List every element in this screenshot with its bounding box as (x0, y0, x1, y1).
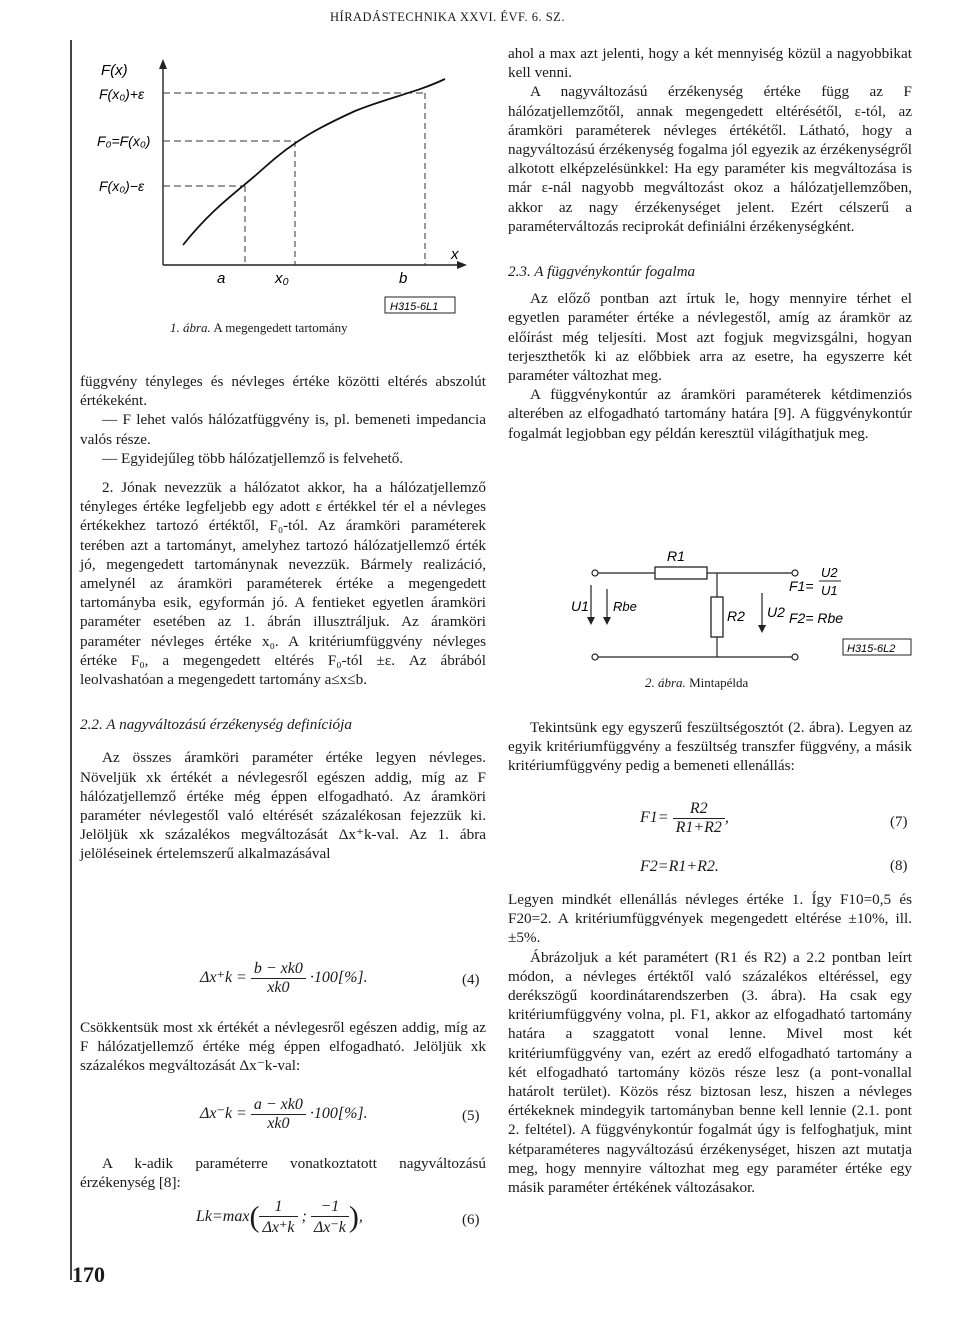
left-bullet-2: — Egyidejűleg több hálózatjellemző is felvehető. (102, 449, 404, 467)
right-col-lower (508, 890, 912, 1197)
label-f1-num: U2 (821, 565, 838, 580)
x-label-x: x (451, 246, 459, 263)
output-terminal-bottom (792, 654, 798, 660)
right-p3: Az előző pontban azt írtuk le, hogy mennyire térhet el egyetlen paraméter értéke a névlegestől, amíg az áramkör az előírást még teljesíti. Most azt fogjuk megvizsgálni, hogyan terjeszthetők ki az előbbiek arra az esetre, ha egyszerre két paraméter változhat meg. (508, 290, 912, 385)
output-terminal-top (792, 570, 798, 576)
equation-6: Lk=max( $\frac{1}{\Delta x^+k}$ ; $\frac{-1}{\Delta x^-k}$ ), (196, 1198, 363, 1236)
x-label-a: a (217, 270, 226, 287)
page-number: 170 (72, 1262, 105, 1287)
left-col-upper (80, 372, 486, 864)
y-axis-arrow (159, 59, 167, 69)
section-2-3-heading: 2.3. A függvénykontúr fogalma (508, 263, 696, 281)
left-p5: A k-adik paraméterre vonatkoztatott nagyváltozású érzékenység [8]: (80, 1155, 486, 1192)
right-p2: A nagyváltozású érzékenység értéke függ az F hálózatjellemzőtől, annak megengedett eltérésétől, ε-tól, az áramköri paraméterek névleges értékétől. Látható, hogy a nagyváltozású érzékenység fogalma jól egyezik az érzékenységről alkotott elképzelésünkkel: Ha egy paraméter kis megváltozása is már ε-nál nagyobb megváltozást okoz a hálózatjellemzőben, akkor az nagy érzékenységet jelent. Ezért célszerű a paraméterváltozás reciprokát definiálni érzékenységként. (508, 83, 912, 235)
label-r2: R2 (727, 608, 745, 624)
left-p5-block (80, 1154, 486, 1192)
figure-2 (555, 545, 915, 675)
right-p5-block (508, 718, 912, 776)
equation-7: F1= $\frac{R2}{R1+R2}$ , (640, 800, 729, 836)
left-p2: 2. Jónak nevezzük a hálózatot akkor, ha a hálózatjellemző tényleges értéke legfeljebb egy adott ε értékkel tér el a névleges értékekhez tartozó értéktől, F₀-tól. Az áramköri paraméterek terében azt a tartományt, amelyhez tartozó hálózatjellemző érték jó, megengedett tartománynak nevezzük. Bármely realizáció, amelynél az áramköri paraméterek értéke a megengedett tartományba esik, egyformán jó. A fentieket egyetlen áramköri paraméter esetében az 1. ábrán illusztráljuk. Az áramköri paraméter névleges értéke x₀. A kritériumfüggvény névleges értéke F₀, a megengedett eltérés F₀-tól ±ε. Az ábrából leolvashatóan a megengedett tartomány a≤x≤b. (80, 479, 486, 689)
input-terminal-bottom (592, 654, 598, 660)
resistor-r2 (711, 597, 723, 637)
eq7-number: (7) (890, 814, 908, 830)
right-p7: Ábrázoljuk a két paramétert (R1 és R2) a 2.2 pontban leírt módon, a névleges értéktől való százalékos eltéréssel, egy derékszögű koordinátarendszerben (3. ábra). Ha csak egy kritériumfüggvény volna, pl. F1, akkor az elfogadható tartomány határa a szaggatott vonal lenne. Mivel most két kritériumfüggvény van, ezért az eredő elfogadható tartomány a két elfogadható tartomány közös része lesz (a pont-vonallal határolt terület). Közös rész biztosan lesz, hiszen a névleges értékeknek mindegyik tartományban benne kell lennie (2.1. pont 2. feltétel). A függvénykontúr fogalmát úgy is felfoghatjuk, mint kétparaméteres nagyváltozású érzékenységet, hiszen azt mutatja meg, hogy mennyire változhat meg egy paraméter értéke egy másik paraméter értékének változásakor. (508, 948, 912, 1197)
y-label-upper: F(x₀)+ε (99, 86, 145, 102)
fig1-caption: 1. ábra. A megengedett tartomány (170, 320, 348, 335)
left-margin-rule (70, 40, 72, 1280)
label-r1: R1 (667, 548, 685, 564)
left-bullet-1: — F lehet valós hálózatfüggvény is, pl. bemeneti impedancia valós része. (80, 411, 486, 448)
eq4-number: (4) (462, 972, 480, 988)
eq5-number: (5) (462, 1108, 480, 1124)
running-header: HÍRADÁSTECHNIKA XXVI. ÉVF. 6. SZ. (330, 10, 565, 24)
label-f1: F1= (789, 578, 814, 594)
right-p4: A függvénykontúr az áramköri paraméterek kétdimenziós alterében az elfogadható tartomány határa [9]. A függvénykontúr fogalmát legjobban egy példán keresztül világíthatjuk meg. (508, 386, 912, 442)
eq8-number: (8) (890, 858, 908, 874)
label-u2: U2 (767, 604, 785, 620)
eq6-number: (6) (462, 1212, 480, 1228)
x-label-x0: x₀ (275, 270, 289, 287)
fig2-code: H315-6L2 (847, 643, 896, 655)
fig1-code: H315-6L1 (390, 301, 439, 313)
equation-5: Δx⁻k = $\frac{a - xk0}{xk0}$ ·100[%]. (200, 1096, 368, 1132)
resistor-r1 (655, 567, 707, 579)
right-p1: ahol a max azt jelenti, hogy a két mennyiség közül a nagyobbikat kell venni. (508, 45, 912, 82)
x-axis-arrow (457, 261, 467, 269)
y-label-fx: F(x) (101, 62, 128, 79)
x-label-b: b (399, 270, 408, 287)
left-p4: Csökkentsük most xk értékét a névlegesről egészen addig, míg az F hálózatjellemző értéke még éppen elfogadható. Jelöljük xk százalékos megváltozását Δx⁻k-val: (80, 1019, 486, 1075)
input-terminal-top (592, 570, 598, 576)
figure-1 (95, 55, 475, 335)
label-u1: U1 (571, 598, 589, 614)
left-p3: Az összes áramköri paraméter értéke legyen névleges. Növeljük xk értékét a névlegesről egészen addig, míg az F hálózatjellemző értéke még éppen elfogadható. Az áramköri paraméter névlegestől való eltérését százalékosan fejezzük ki. Jelöljük xk százalékos megváltozását Δx⁺k-val. Az 1. ábra jelöléseinek értelemszerű alkalmazásával (80, 749, 486, 863)
section-2-2-heading: 2.2. A nagyváltozású érzékenység definíciója (80, 716, 352, 734)
equation-4: Δx⁺k = $\frac{b - xk0}{xk0}$ ·100[%]. (200, 960, 368, 996)
y-label-lower: F(x₀)−ε (99, 178, 145, 194)
label-rbe: Rbe (613, 599, 637, 614)
fig2-caption: 2. ábra. Mintapélda (645, 675, 749, 690)
right-p5: Tekintsünk egy egyszerű feszültségosztót (2. ábra). Legyen az egyik kritériumfüggvény a feszültség transzfer függvény, a másik kritériumfüggvény pedig a bemeneti ellenállás: (508, 719, 912, 775)
right-col-upper (508, 44, 912, 443)
label-f2: F2= Rbe (789, 610, 844, 626)
y-label-nominal: F₀=F(x₀) (97, 133, 151, 149)
right-p6: Legyen mindkét ellenállás névleges értéke 1. Így F10=0,5 és F20=2. A kritériumfüggvények megengedett eltérése ±10%, ill. ±5%. (508, 891, 912, 947)
label-f1-den: U1 (821, 583, 838, 598)
left-p1: függvény tényleges és névleges értéke közötti eltérés abszolút értékeként. (80, 373, 486, 410)
left-p4-block (80, 1018, 486, 1076)
curve (183, 79, 445, 245)
equation-8: F2=R1+R2. (640, 858, 719, 875)
